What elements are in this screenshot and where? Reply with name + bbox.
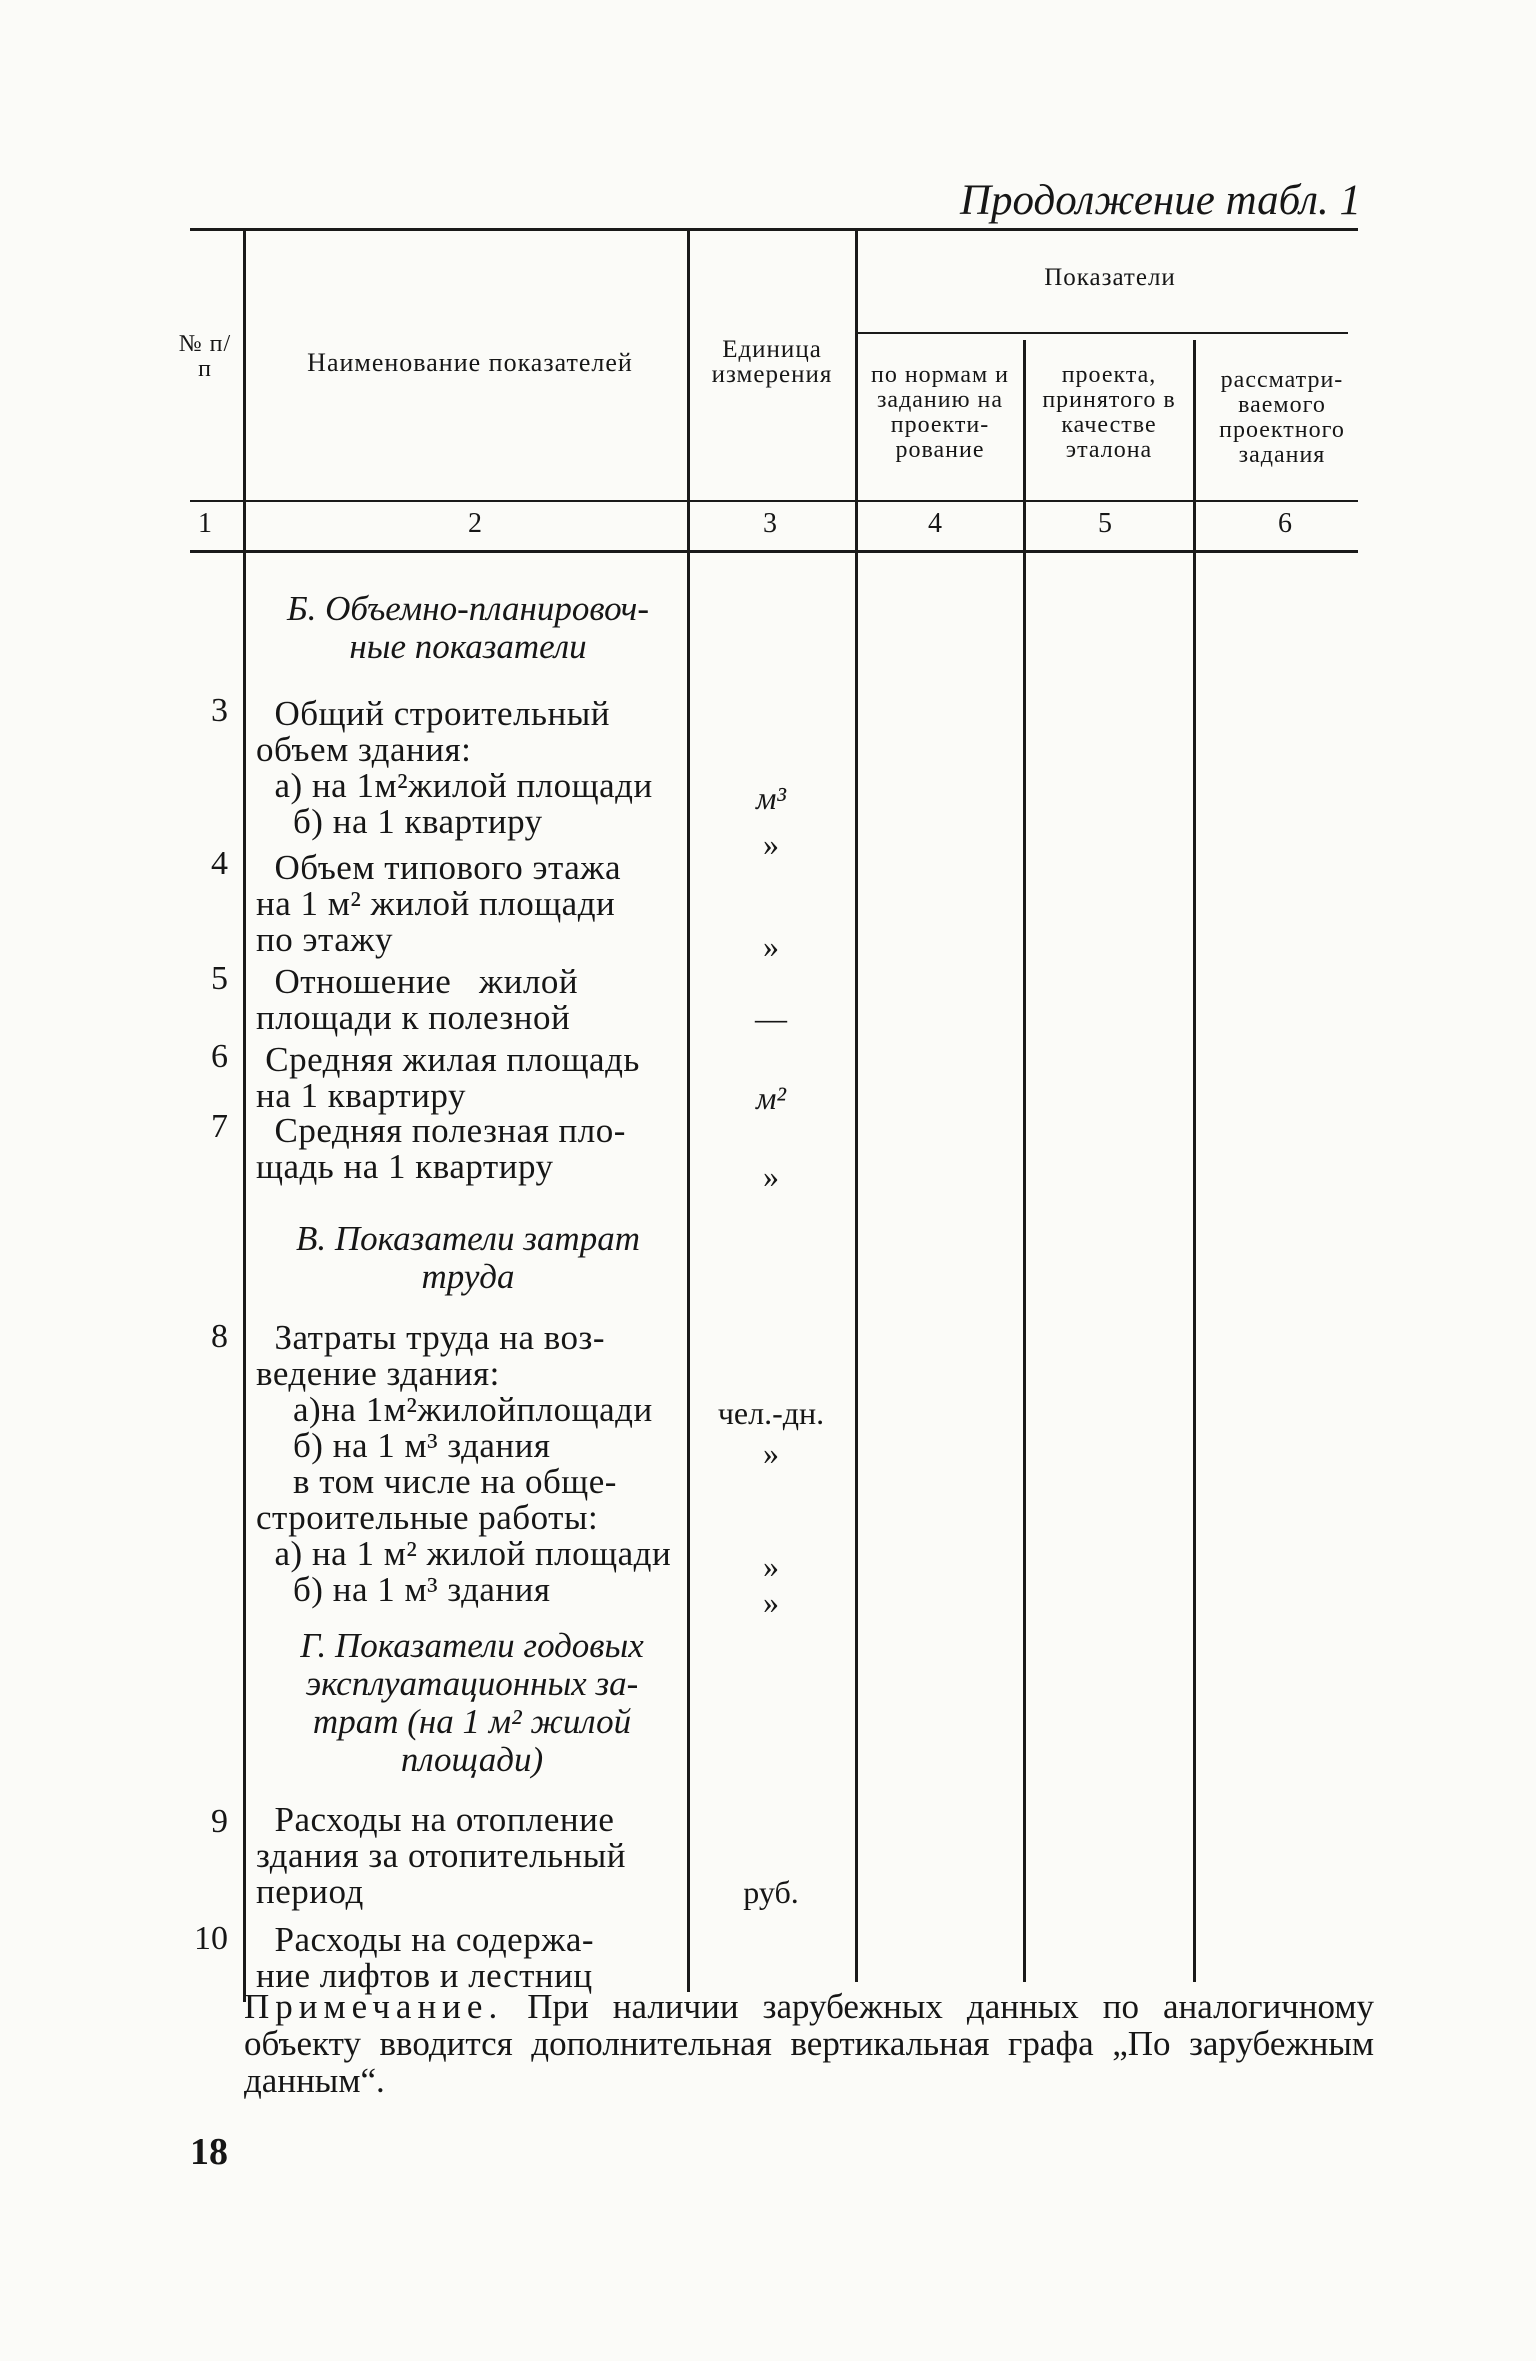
col-number: 3: [763, 508, 777, 539]
row-name: Расходы на содержа- ние лифтов и лестниц: [256, 1920, 595, 1995]
col-divider-1: [243, 230, 246, 2002]
header-num: № п/п: [178, 331, 232, 382]
row-unit: »: [763, 1548, 779, 1584]
header-bottom-rule: [190, 500, 1358, 502]
row-unit: »: [763, 1584, 779, 1620]
row-unit: м³: [755, 780, 786, 816]
col-number: 4: [928, 508, 942, 539]
row-unit: чел.-дн.: [717, 1395, 825, 1431]
header-sub-considered: рассматри-ваемого проектного задания: [1219, 367, 1345, 468]
row-name: Расходы на отопление здания за отопительный период: [256, 1800, 627, 1911]
row-name: Общий строительный объем здания: а) на 1м²жилой площади б) на 1 квартиру: [256, 694, 653, 841]
header-sub-reference: проекта, принятого в качестве эталона: [1042, 362, 1176, 463]
row-number: 3: [211, 692, 228, 729]
section-heading: Г. Показатели годовых эксплуатационных за- трат (на 1 м² жилой площади): [300, 1626, 644, 1779]
row-number: 4: [211, 845, 228, 882]
row-unit: »: [763, 1435, 779, 1471]
footnote-label: Примечание.: [244, 1987, 504, 2026]
footnote: [244, 1988, 1374, 2099]
row-unit: м²: [755, 1080, 786, 1116]
row-number: 5: [211, 960, 228, 997]
row-unit: »: [763, 1158, 779, 1194]
table-caption: Продолжение табл. 1: [960, 177, 1361, 224]
table-top-rule: [190, 228, 1358, 231]
row-unit: —: [755, 1000, 787, 1036]
col-number: 1: [198, 508, 212, 539]
header-sub-norms: по нормам и заданию на проекти-рование: [870, 362, 1010, 463]
header-indicators: Показатели: [1044, 264, 1176, 291]
col-number: 5: [1098, 508, 1112, 539]
col-number: 2: [468, 508, 482, 539]
colnum-bottom-rule: [190, 550, 1358, 553]
page-number: 18: [190, 2131, 228, 2173]
row-name: Объем типового этажа на 1 м² жилой площади по этажу: [256, 848, 622, 959]
row-name: Средняя полезная пло- щадь на 1 квартиру: [256, 1111, 626, 1186]
col-divider-4: [1023, 340, 1026, 1982]
row-unit: »: [763, 928, 779, 964]
col-divider-5: [1193, 340, 1196, 1982]
header-name: Наименование показателей: [307, 348, 633, 377]
col-number: 6: [1278, 508, 1292, 539]
row-number: 9: [211, 1803, 228, 1840]
row-unit: руб.: [743, 1874, 799, 1910]
indicators-rule: [858, 332, 1348, 334]
row-number: 8: [211, 1318, 228, 1355]
row-number: 10: [194, 1920, 228, 1957]
section-heading: В. Показатели затрат труда: [296, 1219, 640, 1296]
row-name: Затраты труда на воз- ведение здания: а)на 1м²жилойплощади б) на 1 м³ здания в том числе на обще- строительные работы: а) на 1 м² жилой площади б) на 1 м³ здания: [256, 1318, 672, 1609]
footnote-text: При наличии зарубежных данных по аналогичному объекту вводится дополнительная вертикальная графа „По зарубежным данным“.: [244, 1987, 1374, 2100]
row-name: Отношение жилой площади к полезной: [256, 962, 579, 1037]
row-name: Средняя жилая площадь на 1 квартиру: [256, 1040, 640, 1115]
row-number: 6: [211, 1038, 228, 1075]
section-heading: Б. Объемно-планировоч- ные показатели: [286, 589, 650, 666]
row-number: 7: [211, 1108, 228, 1145]
row-unit: »: [763, 826, 779, 862]
header-unit: Единица измерения: [711, 336, 833, 388]
